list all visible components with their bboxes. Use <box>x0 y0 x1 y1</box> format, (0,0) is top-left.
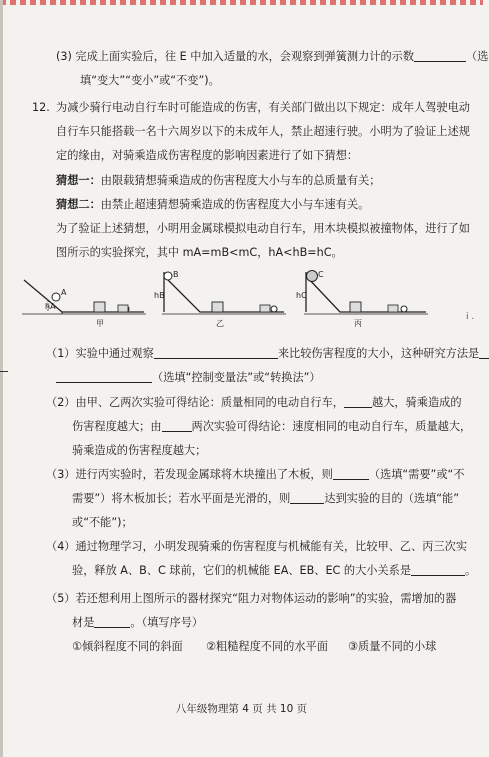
q11-part3-line1: (3) 完成上面实验后，往 E 中加入适量的水，会观察到弹簧测力计的示数 （选 <box>56 50 489 63</box>
answer-blank[interactable] <box>414 50 466 62</box>
answer-blank[interactable] <box>290 492 324 504</box>
svg-text:A: A <box>61 288 67 297</box>
q12-method-line2: 图所示的实验探究，其中 mA=mB<mC，hA<hB=hC。 <box>56 246 343 259</box>
option-3: ③质量不同的小球 <box>348 640 437 653</box>
q12-part2-line2: 伤害程度越大；由 两次实验可得结论：速度相同的电动自行车，质量越大， <box>72 420 472 433</box>
option-2: ②粗糙程度不同的水平面 <box>206 640 328 653</box>
answer-blank[interactable] <box>411 564 465 576</box>
q12-part5-line1: （5）若还想利用上图所示的器材探究“阻力对物体运动的影响”的实验，需增加的器 <box>46 592 457 605</box>
q12-part3-line1: （3）进行丙实验时，若发现金属球将木块撞出了木板，则 （选填“需要”或“不 <box>46 468 465 481</box>
q12-intro-line3: 定的缘由，对骑乘造成伤害程度的影响因素进行了如下猜想： <box>56 149 359 162</box>
q12-part5-line2: 材是 。（填写序号） <box>72 616 204 629</box>
page-top-edge <box>0 0 483 5</box>
svg-text:丙: 丙 <box>354 319 362 328</box>
guess-two: 猜想二：由禁止超速猜想骑乘造成的伤害程度大小与车速有关。 <box>56 198 370 211</box>
setup-yi <box>154 270 286 328</box>
margin-mark: i . <box>466 312 475 322</box>
setup-bing <box>296 270 428 328</box>
svg-text:乙: 乙 <box>216 319 224 328</box>
svg-text:hC: hC <box>296 291 307 300</box>
q12-intro-line2: 自行车只能搭载一名十六周岁以下的未成年人，禁止超速行驶。小明为了验证上述规 <box>56 125 470 138</box>
svg-text:C: C <box>318 270 324 279</box>
q12-part1-line1: （1）实验中通过观察 来比较伤害程度的大小，这种研究方法是 <box>46 347 489 361</box>
q12-intro-line1: 为减少骑行电动自行车时可能造成的伤害，有关部门做出以下规定：成年人驾驶电动 <box>56 101 470 114</box>
svg-text:hA: hA <box>45 302 56 311</box>
setup-jia <box>22 280 146 328</box>
svg-text:甲: 甲 <box>96 319 104 328</box>
svg-text:hB: hB <box>154 291 165 300</box>
question-number: 12. <box>32 101 50 114</box>
guess-one: 猜想一：由限载猜想骑乘造成的伤害程度大小与车的总质量有关； <box>56 174 381 187</box>
page-left-edge <box>0 0 3 757</box>
answer-blank[interactable] <box>154 347 278 359</box>
option-1: ①倾斜程度不同的斜面 <box>72 640 183 653</box>
answer-blank[interactable] <box>479 347 489 359</box>
q12-part1-line2: （选填“控制变量法”或“转换法”） <box>56 371 321 385</box>
q12-part4-line1: （4）通过物理学习，小明发现骑乘的伤害程度与机械能有关，比较甲、乙、丙三次实 <box>46 540 468 553</box>
q12-method-line1: 为了验证上述猜想，小明用金属球模拟电动自行车，用木块模拟被撞物体，进行了如 <box>56 222 470 235</box>
answer-blank[interactable] <box>56 371 152 383</box>
page-footer: 八年级物理第 4 页 共 10 页 <box>175 703 308 715</box>
answer-blank[interactable] <box>94 616 130 628</box>
q12-part3-line2: 需要”）将木板加长；若水平面是光滑的，则 达到实验的目的（选填“能” <box>72 492 460 505</box>
svg-text:B: B <box>173 270 179 279</box>
answer-blank[interactable] <box>333 468 369 480</box>
margin-tick <box>0 371 8 372</box>
q11-part3-line2: 填“变大”“变小”或“不变”)。 <box>80 74 220 87</box>
answer-blank[interactable] <box>162 420 192 432</box>
answer-blank[interactable] <box>344 396 372 408</box>
experiment-diagram <box>14 268 454 334</box>
q12-part4-line2: 验，释放 A、B、C 球前，它们的机械能 EA、EB、EC 的大小关系是 。 <box>72 564 477 577</box>
q12-part2-line3: 骑乘造成的伤害程度越大； <box>72 444 207 457</box>
q12-part2-line1: （2）由甲、乙两次实验可得结论：质量相同的电动自行车， 越大，骑乘造成的 <box>46 396 462 409</box>
q12-part3-line3: 或“不能”)； <box>72 516 133 529</box>
